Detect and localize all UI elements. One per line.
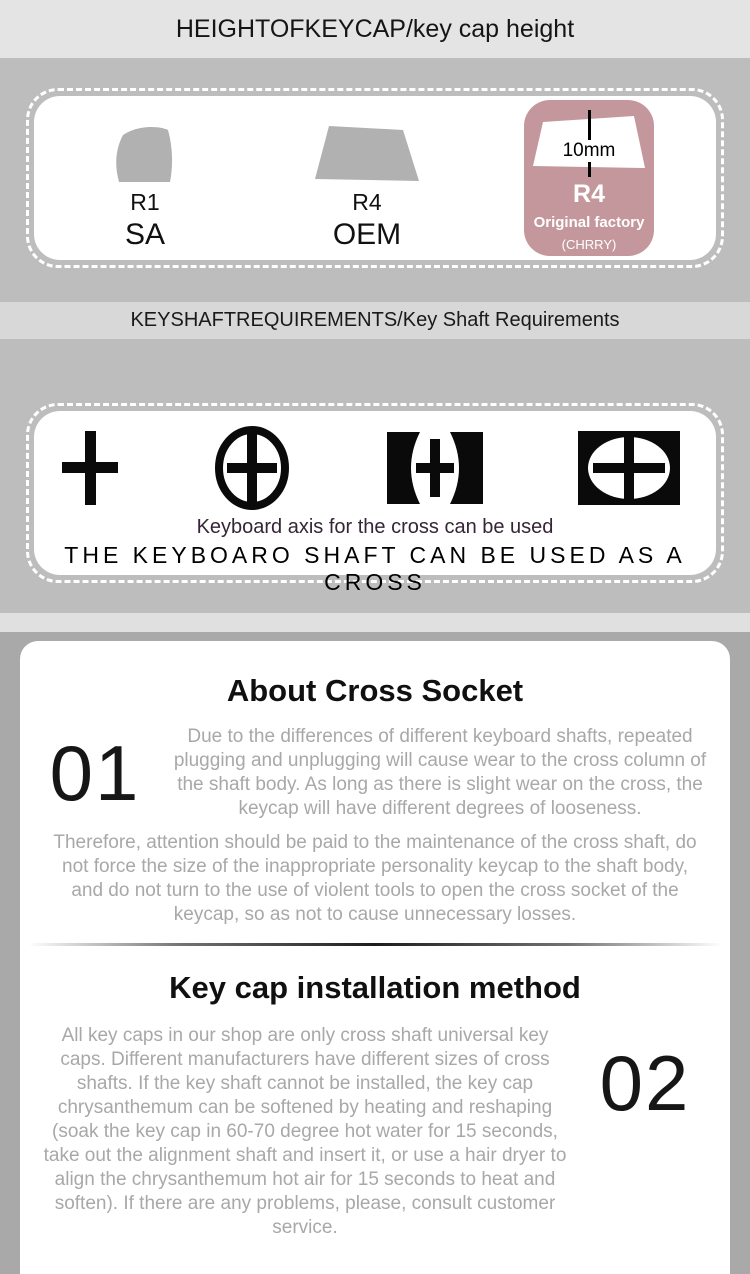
info-card	[20, 641, 730, 1274]
step-number-01: 01	[49, 728, 141, 817]
profile-sa	[34, 96, 256, 252]
spacer	[0, 268, 750, 302]
profile-oem-row: R4	[352, 189, 382, 215]
about-paragraph-2: Therefore, attention should be paid to the maintenance of the cross shaft, do not force the size of the inappropriate personality keycap to the shaft body, and do not turn to the use of violent tools to open the cross socket of the keycap, so as not to cause unnecessary losses.	[53, 832, 697, 925]
bracket-plus-icon	[387, 432, 483, 504]
about-block	[20, 725, 730, 821]
square-plus-icon	[578, 431, 680, 505]
keycap-profiles	[34, 96, 716, 260]
profile-cherry-name: Original factory	[533, 214, 645, 231]
profile-cherry-brand: (CHRRY)	[561, 237, 617, 252]
shaft-requirements-title: KEYSHAFTREQUIREMENTS/Key Shaft Requirements	[130, 309, 620, 331]
height-measure-label: 10mm	[562, 140, 616, 161]
installation-title: Key cap installation method	[169, 970, 581, 1005]
step-number-02: 02	[599, 1039, 691, 1127]
cherry-keycap	[532, 114, 646, 174]
keycap-height-panel	[26, 88, 724, 268]
profile-sa-row: R1	[130, 189, 160, 215]
shaft-symbols	[34, 411, 716, 595]
about-cross-socket-title: About Cross Socket	[226, 673, 524, 708]
keycap-height-title: HEIGHTOFKEYCAP/key cap height	[175, 14, 575, 43]
profile-oem-name: OEM	[332, 218, 402, 251]
installation-paragraph: All key caps in our shop are only cross shaft universal key caps. Different manufacturers have different sizes of cross shafts. If the key shaft cannot be installed, the key cap chrysanthemum can be softened by heating and reshaping (soak the key cap in 60-70 degree hot water for 15 seconds, take out the alignment shaft and insert it, or use a hair dryer to align the chrysanthemum hot air for 15 seconds to heat and soften). If there are any problems, please, consult customer service.	[43, 1025, 567, 1238]
profile-cherry-row: R4	[573, 180, 605, 208]
oem-keycap-icon	[313, 122, 421, 184]
divider-strip	[0, 613, 750, 632]
height-measure-line	[588, 110, 591, 140]
installation-block	[20, 1024, 730, 1240]
shaft-caption-large: THE KEYBOARO SHAFT CAN BE USED AS A CROSS	[64, 542, 686, 595]
profile-oem	[256, 96, 478, 252]
keycap-height-band	[0, 0, 750, 58]
spacer	[0, 339, 750, 373]
lower-section	[0, 632, 750, 1274]
height-measure-line	[588, 162, 591, 177]
shaft-panel	[26, 403, 724, 595]
circle-plus-icon	[213, 426, 291, 510]
shaft-caption-small: Keyboard axis for the cross can be used	[196, 516, 554, 538]
shaft-requirements-band	[0, 302, 750, 339]
plus-icon	[62, 431, 118, 505]
profile-sa-name: SA	[124, 218, 166, 251]
profile-cherry-card	[524, 100, 654, 256]
section-divider	[28, 943, 722, 946]
shaft-icons-row	[34, 429, 716, 507]
about-paragraph-1: Due to the differences of different keyboard shafts, repeated plugging and unplugging will cause wear to the cross column of the shaft body. As long as there is slight wear on the cross, the keycap will have different degrees of looseness.	[173, 726, 707, 819]
sa-keycap-icon	[110, 122, 180, 184]
